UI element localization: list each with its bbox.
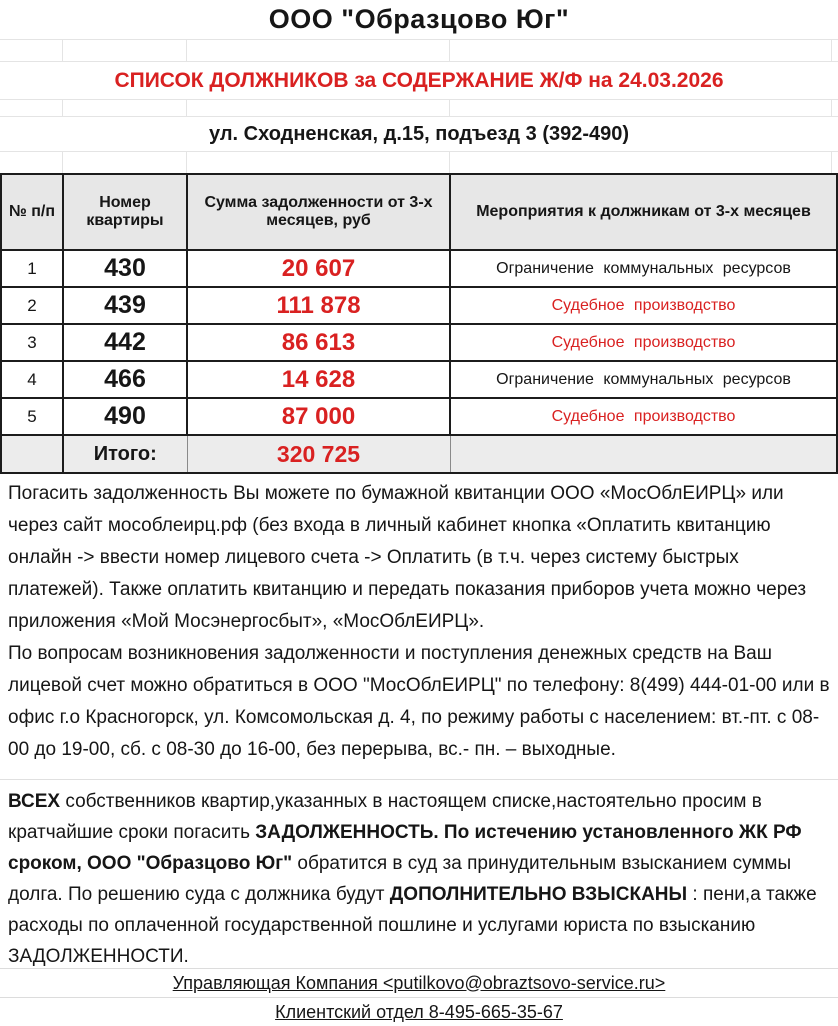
payment-instructions-paragraph: Погасить задолженность Вы можете по бумажной квитанции ООО «МосОблЕИРЦ» или через сайт мособлеирц.рф (без входа в личный кабинет кнопка «Оплатить квитанцию онлайн -> ввести номер лицевого счета -> Оплатить (в т.ч. через систему быстрых платежей). Также оплатить квитанцию и передать показания приборов учета можно через приложения «Мой Мосэнергосбыт», «МосОблЕИРЦ». [8,483,807,632]
company-title: ООО "Образцово Юг" [0,0,838,40]
contact-info-paragraph: По вопросам возникновения задолженности и поступления денежных средств на Ваш лицевой счет можно обратиться в ООО "МосОблЕИРЦ" по телефону: 8(499) 444-01-00 или в офис г.о Красногорск, ул. Комсомольская д. 4, по режиму работы с населением: вт.-пт. с 08-00 до 19-00, сб. с 08-30 до 16-00, без перерыва, вс.- пн. – выходные. [8,643,830,760]
debt-sum: 87 000 [187,398,450,435]
debt-sum: 14 628 [187,361,450,398]
apartment-number: 439 [63,287,187,324]
column-header-actions: Мероприятия к должникам от 3-х месяцев [450,174,837,250]
apartment-number: 466 [63,361,187,398]
debtors-table [0,173,838,474]
apartment-number: 442 [63,324,187,361]
notice-segment-bold: ВСЕХ [8,791,61,812]
notice-segment: обратится в суд за принудительным взысканием суммы долга. По решению суда с должника будут [8,853,792,905]
row-index: 2 [1,287,63,324]
debtors-list-title: СПИСОК ДОЛЖНИКОВ за СОДЕРЖАНИЕ Ж/Ф на 24.03.2026 [0,62,838,100]
notice-segment-bold: ЗАДОЛЖЕННОСТЬ. По истечению установленного ЖК РФ сроком, ООО "Образцово Юг" [8,822,802,874]
table-row [1,287,837,324]
debt-sum: 20 607 [187,250,450,287]
grid-spacer [0,40,838,62]
grid-spacer [0,100,838,117]
total-sum: 320 725 [187,435,450,473]
notice-segment-bold: ДОПОЛНИТЕЛЬНО ВЗЫСКАНЫ [389,884,688,905]
grid-divider [0,770,838,780]
total-row [1,435,837,473]
row-index: 5 [1,398,63,435]
debtor-action: Ограничение коммунальных ресурсов [450,361,837,398]
apartment-number: 430 [63,250,187,287]
table-row [1,398,837,435]
management-company-email: Управляющая Компания <putilkovo@obraztsovo-service.ru> [172,972,666,993]
table-row [1,324,837,361]
apartment-number: 490 [63,398,187,435]
notice-segment: : пени,а также расходы по оплаченной государственной пошлине и услугами юриста по взысканию ЗАДОЛЖЕННОСТИ. [8,884,817,967]
debtor-action: Судебное производство [450,287,837,324]
row-index: 3 [1,324,63,361]
building-address: ул. Сходненская, д.15, подъезд 3 (392-490) [0,117,838,152]
debt-sum: 111 878 [187,287,450,324]
total-label: Итого: [63,435,187,473]
row-index: 4 [1,361,63,398]
payment-info-block [0,474,838,770]
column-header-sum: Сумма задолженности от 3-х месяцев, руб [187,174,450,250]
column-header-index: № п/п [1,174,63,250]
debtor-action: Судебное производство [450,398,837,435]
table-row [1,250,837,287]
table-header-row [1,174,837,250]
debtor-action: Судебное производство [450,324,837,361]
total-row-empty-cell [450,435,837,473]
legal-notice-paragraph [0,780,838,968]
management-company-contact [0,968,838,997]
client-department-phone: Клиентский отдел 8-495-665-35-67 [275,1001,563,1022]
total-row-empty-cell [1,435,63,473]
notice-segment: собственников квартир,указанных в настоящем списке,настоятельно просим в кратчайшие сроки погасить [8,791,762,843]
table-row [1,361,837,398]
grid-spacer [0,152,838,173]
client-department-contact [0,997,838,1026]
debt-sum: 86 613 [187,324,450,361]
debtor-action: Ограничение коммунальных ресурсов [450,250,837,287]
column-header-apartment: Номер квартиры [63,174,187,250]
row-index: 1 [1,250,63,287]
